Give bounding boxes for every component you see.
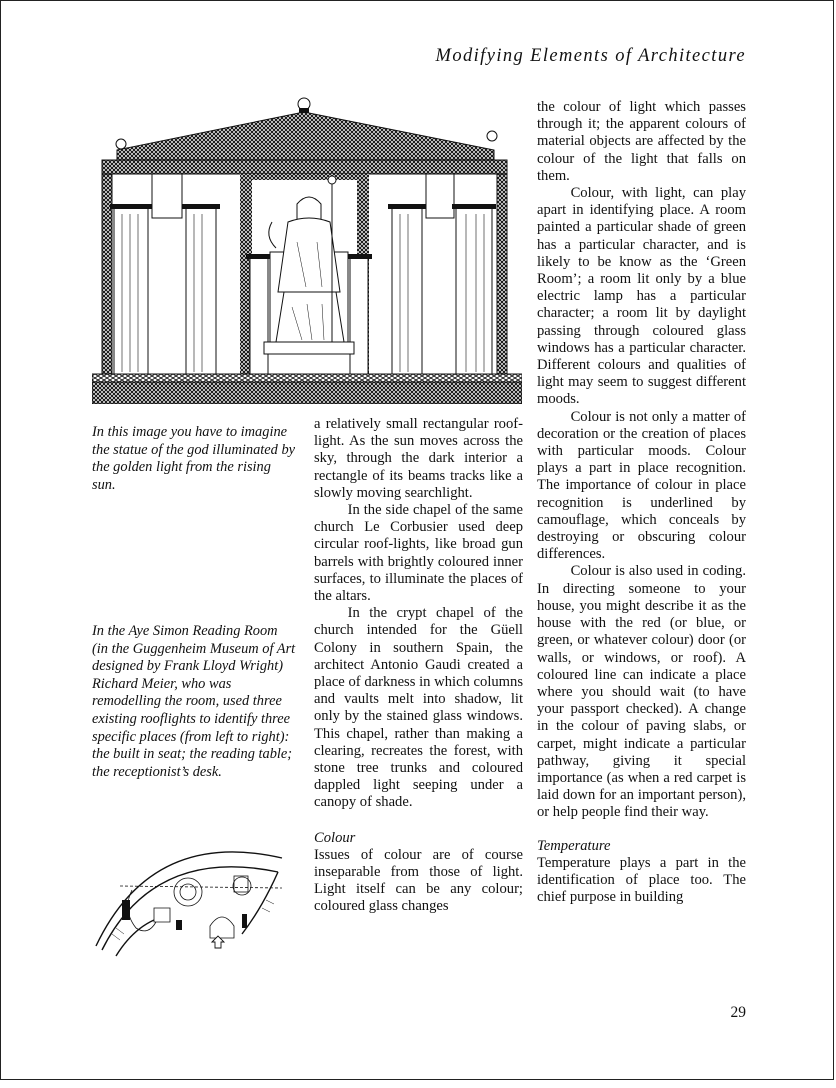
paragraph: Colour is also used in coding. In directing someone to your house, you might describe it as the house with the red (or blue, or green, or whatever colour) door (or walls, or windows, or roof). A coloured line can indicate a place where you should wait (to have your passport checked). A change in the colour of paving slabs, or carpet, might indicate a particular pathway, giving it special importance (as when a red carpet is laid down for an important person), or help people find their way. <box>537 563 746 821</box>
paragraph: In the side chapel of the same church Le Corbusier used deep circular roof-lights, like broad gun barrels with brightly coloured inner surfaces, to illuminate the places of the altars. <box>314 502 523 605</box>
section-heading-temperature: Temperature <box>537 837 611 854</box>
paragraph: In the crypt chapel of the church intended for the Güell Colony in southern Spain, the architect Antonio Gaudi created a place of darkness in which columns and vaults melt into shadow, lit only by the stained glass windows. This chapel, rather than making a clearing, recreates the forest, with stone tree trunks and coloured dappled light seeping under a canopy of shade. <box>314 605 523 811</box>
right-column <box>537 99 746 906</box>
paragraph: Issues of colour are of course inseparable from those of light. Light itself can be any colour; coloured glass changes <box>314 846 523 915</box>
paragraph: Colour is not only a matter of decoration or the creation of places with particular moods. Colour plays a part in place recognition. The importance of colour in place recognition is underlined by camouflage, which conceals by destroying or obscuring colour differences. <box>537 408 746 563</box>
page-number: 29 <box>730 1004 746 1021</box>
temple-illustration <box>92 92 522 404</box>
reading-room-caption: In the Aye Simon Reading Room (in the Guggenheim Museum of Art designed by Frank Lloyd Wright) Richard Meier, who was remodelling the room, used three existing rooflights to identify three specific places (from left to right): the built in seat; the reading table; the receptionist’s desk. <box>92 623 296 780</box>
paragraph: Colour, with light, can play apart in identifying place. A room painted a particular shade of green has a particular character, and is likely to be know as the ‘Green Room’; a room lit only by a blue electric lamp has a particular character; a room lit by daylight passing through coloured glass windows has a particular character. Different colours and qualities of light may seem to suggest different moods. <box>537 185 746 408</box>
middle-column <box>314 416 523 916</box>
section-heading-colour: Colour <box>314 829 356 846</box>
reading-room-plan <box>92 838 302 960</box>
paragraph: Temperature plays a part in the identification of place too. The chief purpose in building <box>537 854 746 906</box>
running-header: Modifying Elements of Architecture <box>435 46 746 66</box>
paragraph: a relatively small rectangular roof-light. As the sun moves across the sky, through the dark interior a rectangle of its beams tracks like a slowly moving searchlight. <box>314 416 523 501</box>
temple-caption: In this image you have to imagine the statue of the god illuminated by the golden light from the rising sun. <box>92 424 296 493</box>
paragraph: the colour of light which passes through it; the apparent colours of material objects are affected by the colour of the light that falls on them. <box>537 99 746 184</box>
